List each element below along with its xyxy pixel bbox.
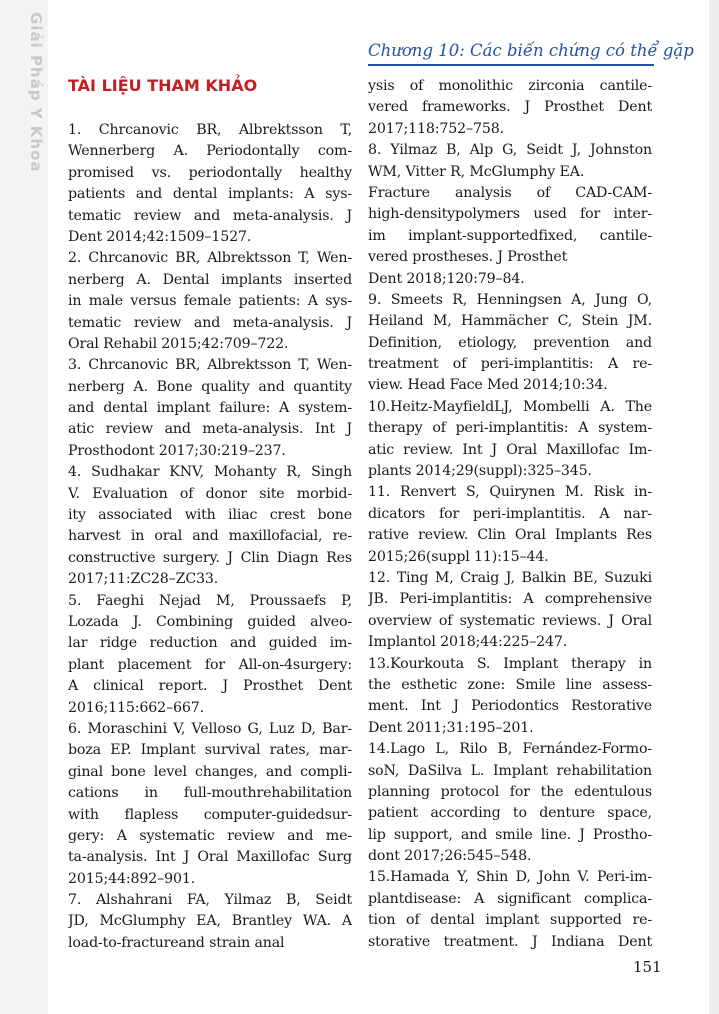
reference-line: vered prostheses. J Prosthet — [368, 249, 568, 266]
reference-line: lip support, and smile line. J Prostho- — [368, 826, 652, 843]
reference-line: rative review. Clin Oral Implants Res — [368, 527, 652, 544]
reference-line: 11. Renvert S, Quirynen M. Risk in- — [368, 484, 652, 501]
reference-line: ity associated with iliac crest bone — [68, 507, 352, 524]
reference-line: 4. Sudhakar KNV, Mohanty R, Singh — [68, 464, 352, 481]
reference-line: ysis of monolithic zirconia cantile- — [368, 78, 652, 94]
reference-line: 6. Moraschini V, Velloso G, Luz D, Bar- — [68, 720, 352, 737]
reference-line: dicators for peri-implantitis. A nar- — [368, 505, 652, 522]
reference-line: WM, Vitter R, McGlumphy EA. — [368, 163, 585, 180]
reference-line: tion of dental implant supported re- — [368, 912, 652, 929]
reference-line: Dent 2011;31:195–201. — [368, 719, 534, 736]
chapter-title: Chương 10: Các biến chứng có thể gặp — [368, 41, 694, 60]
sidebar-strip — [0, 0, 48, 1014]
reference-line: constructive surgery. J Clin Diagn Res — [68, 549, 352, 566]
reference-line: 1. Chrcanovic BR, Albrektsson T, — [68, 122, 352, 138]
reference-line: cations in full-mouthrehabilitation — [68, 785, 352, 802]
reference-line: Dent 2018;120:79–84. — [368, 270, 525, 287]
reference-line: plantdisease: A significant complica- — [368, 890, 652, 907]
page-edge — [709, 0, 719, 1014]
reference-line: im implant-supportedfixed, cantile- — [368, 227, 652, 244]
reference-line: Dent 2014;42:1509–1527. — [68, 228, 252, 245]
reference-line: harvest in oral and maxillofacial, re- — [68, 528, 352, 545]
header-divider — [368, 64, 654, 66]
reference-line: 3. Chrcanovic BR, Albrektsson T, Wen- — [68, 357, 352, 374]
reference-line: gery: A systematic review and me- — [68, 827, 352, 844]
references-left-column — [68, 120, 352, 954]
reference-line: 7. Alshahrani FA, Yilmaz B, Seidt — [68, 892, 352, 909]
reference-line: 8. Yilmaz B, Alp G, Seidt J, Johnston — [368, 142, 652, 159]
reference-line: Lozada J. Combining guided alveo- — [68, 613, 352, 630]
reference-line: 2015;26(suppl 11):15–44. — [368, 548, 549, 565]
watermark-sidebar-text: Giải Pháp Y Khoa — [27, 12, 45, 173]
reference-line: the esthetic zone: Smile line assess- — [368, 676, 652, 693]
references-right-column — [368, 76, 652, 953]
reference-line: Prosthodont 2017;30:219–237. — [68, 442, 286, 459]
reference-line: plant placement for All-on-4surgery: — [68, 656, 352, 673]
reference-line: soN, DaSilva L. Implant rehabilitation — [368, 762, 652, 779]
reference-line: 12. Ting M, Craig J, Balkin BE, Suzuki — [368, 569, 652, 586]
reference-line: 2. Chrcanovic BR, Albrektsson T, Wen- — [68, 250, 352, 267]
reference-line: vered frameworks. J Prosthet Dent — [368, 99, 652, 116]
reference-line: load-to-fractureand strain anal — [68, 934, 285, 951]
reference-line: V. Evaluation of donor site morbid- — [68, 485, 352, 502]
reference-line: 2016;115:662–667. — [68, 699, 204, 716]
reference-line: planning protocol for the edentulous — [368, 783, 652, 800]
reference-line: dont 2017;26:545–548. — [368, 848, 532, 865]
section-title: TÀI LIỆU THAM KHẢO — [68, 76, 258, 95]
reference-line: 13.Kourkouta S. Implant therapy in — [368, 655, 652, 672]
reference-line: JD, McGlumphy EA, Brantley WA. A — [68, 913, 352, 930]
reference-line: 9. Smeets R, Henningsen A, Jung O, — [368, 291, 652, 308]
reference-line: patient according to denture space, — [368, 805, 652, 822]
reference-line: overview of systematic reviews. J Oral — [368, 612, 652, 629]
reference-line: plants 2014;29(suppl):325–345. — [368, 463, 592, 480]
reference-line: 15.Hamada Y, Shin D, John V. Peri-im- — [368, 869, 652, 886]
reference-line: boza EP. Implant survival rates, mar- — [68, 742, 352, 759]
reference-line: Wennerberg A. Periodontally com- — [68, 143, 352, 160]
reference-line: storative treatment. J Indiana Dent — [368, 933, 652, 950]
reference-line: ment. Int J Periodontics Restorative — [368, 698, 652, 715]
reference-line: with flapless computer-guidedsur- — [68, 806, 352, 823]
reference-line: 10.Heitz-MayfieldLJ, Mombelli A. The — [368, 398, 652, 415]
reference-line: lar ridge reduction and guided im- — [68, 635, 352, 652]
reference-line: Oral Rehabil 2015;42:709–722. — [68, 335, 289, 352]
reference-line: tematic review and meta-analysis. J — [68, 207, 352, 224]
reference-line: 2015;44:892–901. — [68, 870, 196, 887]
reference-line: tematic review and meta-analysis. J — [68, 314, 352, 331]
reference-line: and dental implant failure: A system- — [68, 400, 352, 417]
reference-line: patients and dental implants: A sys- — [68, 186, 352, 203]
reference-line: Definition, etiology, prevention and — [368, 334, 652, 351]
reference-line: 14.Lago L, Rilo B, Fernández-Formo- — [368, 741, 652, 758]
reference-line: promised vs. periodontally healthy — [68, 164, 352, 181]
reference-line: 2017;11:ZC28–ZC33. — [68, 571, 219, 588]
reference-line: JB. Peri-implantitis: A comprehensive — [368, 591, 652, 608]
reference-line: ta-analysis. Int J Oral Maxillofac Surg — [68, 849, 352, 866]
reference-line: treatment of peri-implantitis: A re- — [368, 356, 652, 373]
reference-line: nerberg A. Dental implants inserted — [68, 271, 352, 288]
page-number: 151 — [633, 958, 662, 976]
reference-line: in male versus female patients: A sys- — [68, 293, 352, 310]
reference-line: A clinical report. J Prosthet Dent — [68, 678, 352, 695]
reference-line: ginal bone level changes, and compli- — [68, 763, 352, 780]
reference-line: 2017;118:752–758. — [368, 120, 504, 137]
reference-line: atic review and meta-analysis. Int J — [68, 421, 352, 438]
reference-line: nerberg A. Bone quality and quantity — [68, 378, 352, 395]
reference-line: high-densitypolymers used for inter- — [368, 206, 652, 223]
reference-line: 5. Faeghi Nejad M, Proussaefs P, — [68, 592, 352, 609]
reference-line: Heiland M, Hammächer C, Stein JM. — [368, 313, 652, 330]
reference-line: atic review. Int J Oral Maxillofac Im- — [368, 441, 652, 458]
reference-line: view. Head Face Med 2014;10:34. — [368, 377, 608, 394]
reference-line: Implantol 2018;44:225–247. — [368, 634, 568, 651]
reference-line: therapy of peri-implantitis: A system- — [368, 420, 652, 437]
reference-line: Fracture analysis of CAD-CAM- — [368, 184, 652, 201]
